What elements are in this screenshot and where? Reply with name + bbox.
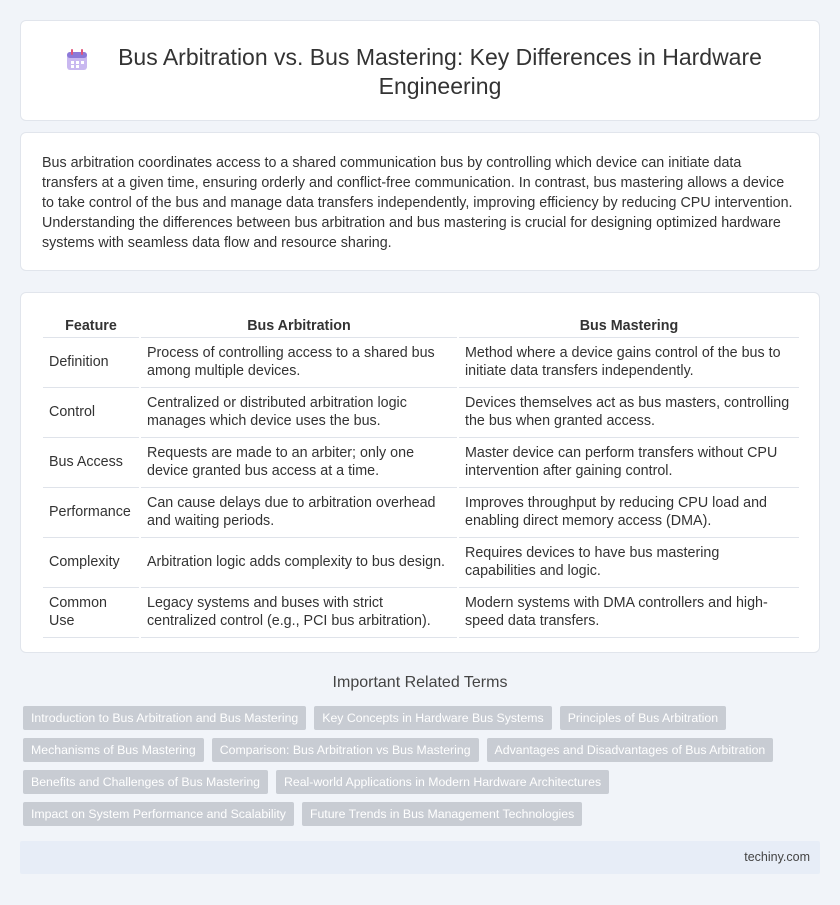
feature-cell: Performance (43, 488, 139, 538)
column-header-bus-arbitration: Bus Arbitration (141, 315, 457, 338)
page-title: Bus Arbitration vs. Bus Mastering: Key Differences in Hardware Engineering (118, 44, 762, 99)
bus-arbitration-cell: Can cause delays due to arbitration overhead and waiting periods. (141, 488, 457, 538)
bus-mastering-cell: Method where a device gains control of the bus to initiate data transfers independently. (459, 338, 799, 388)
header-card (20, 20, 820, 121)
footer-site-name[interactable]: techiny.com (744, 850, 810, 864)
tag-row (23, 738, 823, 762)
related-term-tag[interactable]: Mechanisms of Bus Mastering (23, 738, 204, 762)
feature-cell: Bus Access (43, 438, 139, 488)
feature-cell: Common Use (43, 588, 139, 638)
bus-mastering-cell: Master device can perform transfers without CPU intervention after gaining control. (459, 438, 799, 488)
tag-row (23, 770, 823, 794)
table-row (43, 488, 799, 538)
intro-card (20, 132, 820, 271)
intro-paragraph: Bus arbitration coordinates access to a shared communication bus by controlling which device can initiate data transfers at a given time, ensuring orderly and conflict-free communication. In contrast, bus mastering allows a device to take control of the bus and manage data transfers independently, improving efficiency by reducing CPU intervention. Understanding the differences between bus arbitration and bus mastering is crucial for designing optimized hardware systems with seamless data flow and resource sharing. (42, 155, 793, 251)
related-term-tag[interactable]: Real-world Applications in Modern Hardware Architectures (276, 770, 609, 794)
related-terms-list (23, 706, 823, 834)
related-term-tag[interactable]: Advantages and Disadvantages of Bus Arbitration (487, 738, 774, 762)
table-header-row (43, 315, 799, 338)
related-term-tag[interactable]: Introduction to Bus Arbitration and Bus Mastering (23, 706, 306, 730)
bus-mastering-cell: Improves throughput by reducing CPU load and enabling direct memory access (DMA). (459, 488, 799, 538)
related-term-tag[interactable]: Impact on System Performance and Scalability (23, 802, 294, 826)
table-row (43, 588, 799, 638)
bus-arbitration-cell: Requests are made to an arbiter; only one device granted bus access at a time. (141, 438, 457, 488)
comparison-table-card (20, 292, 820, 653)
feature-cell: Complexity (43, 538, 139, 588)
comparison-table (43, 315, 799, 638)
table-row (43, 538, 799, 588)
tag-row (23, 706, 823, 730)
table-row (43, 438, 799, 488)
column-header-feature: Feature (43, 315, 139, 338)
related-term-tag[interactable]: Key Concepts in Hardware Bus Systems (314, 706, 551, 730)
feature-cell: Definition (43, 338, 139, 388)
bus-arbitration-cell: Arbitration logic adds complexity to bus design. (141, 538, 457, 588)
bus-mastering-cell: Modern systems with DMA controllers and high-speed data transfers. (459, 588, 799, 638)
related-terms-heading: Important Related Terms (332, 674, 508, 691)
column-header-bus-mastering: Bus Mastering (459, 315, 799, 338)
related-term-tag[interactable]: Benefits and Challenges of Bus Mastering (23, 770, 268, 794)
related-term-tag[interactable]: Comparison: Bus Arbitration vs Bus Mastering (212, 738, 479, 762)
bus-arbitration-cell: Centralized or distributed arbitration logic manages which device uses the bus. (141, 388, 457, 438)
feature-cell: Control (43, 388, 139, 438)
bus-arbitration-cell: Legacy systems and buses with strict centralized control (e.g., PCI bus arbitration). (141, 588, 457, 638)
related-term-tag[interactable]: Future Trends in Bus Management Technologies (302, 802, 582, 826)
related-term-tag[interactable]: Principles of Bus Arbitration (560, 706, 726, 730)
table-row (43, 338, 799, 388)
bus-mastering-cell: Requires devices to have bus mastering capabilities and logic. (459, 538, 799, 588)
bus-mastering-cell: Devices themselves act as bus masters, controlling the bus when granted access. (459, 388, 799, 438)
bus-arbitration-cell: Process of controlling access to a shared bus among multiple devices. (141, 338, 457, 388)
tag-row (23, 802, 823, 826)
table-row (43, 388, 799, 438)
footer (20, 841, 820, 874)
